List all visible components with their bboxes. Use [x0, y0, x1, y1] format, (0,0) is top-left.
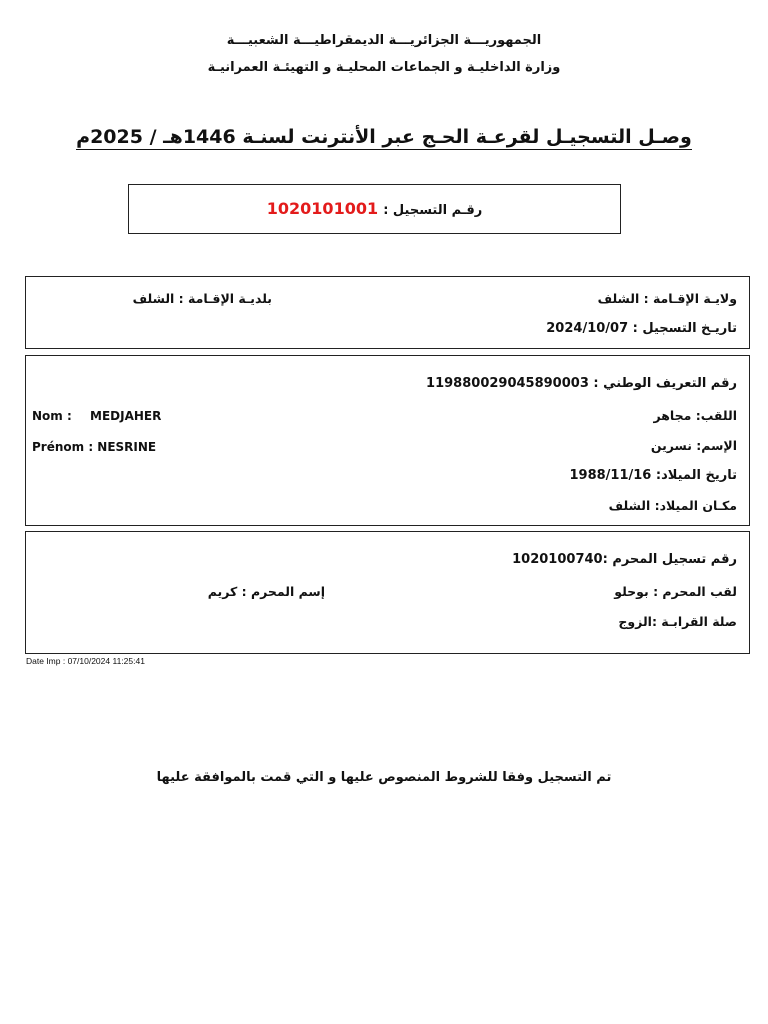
print-date: Date Imp : 07/10/2024 11:25:41 — [26, 656, 145, 666]
personal-info-box — [25, 355, 750, 526]
residence-box — [25, 276, 750, 349]
registration-line — [129, 199, 620, 218]
registration-date-field: تاريـخ التسجيل : 2024/10/07 — [546, 321, 737, 336]
birth-date-field: تاريخ الميلاد: 1988/11/16 — [569, 468, 737, 483]
commune-field: بلديـة الإقـامة : الشلف — [132, 291, 272, 306]
footer-statement: تم التسجيل وفقا للشروط المنصوص عليها و التي قمت بالموافقة عليها — [156, 770, 612, 785]
birth-place-field: مكـان الميلاد: الشلف — [608, 498, 737, 513]
surname-ar-field: اللقب: مجاهر — [653, 408, 737, 423]
firstname-ar-field: الإسم: نسرين — [650, 438, 737, 453]
mahram-box — [25, 531, 750, 654]
registration-number: 1020101001 — [266, 199, 379, 218]
wilaya-field: ولايـة الإقـامة : الشلف — [597, 291, 737, 306]
mahram-registration-field: رقم تسجيل المحرم :1020100740 — [512, 552, 737, 567]
firstname-fr-field: Prénom : NESRINE — [32, 440, 157, 454]
surname-fr-value: MEDJAHER — [90, 409, 162, 423]
surname-fr-label: Nom : — [32, 409, 72, 423]
registration-label: رقـم التسجيل : — [383, 203, 483, 218]
header-line-1: الجمهوريـــة الجزائريـــة الديمقراطيـــة الشعبيـــة — [226, 33, 542, 48]
registration-box — [128, 184, 621, 234]
document-title: وصـل التسجيـل لقرعـة الحـج عبر الأنترنت لسنـة 1446هـ / 2025م — [76, 126, 692, 148]
mahram-surname-field: لقب المحرم : بوحلو — [614, 584, 737, 599]
mahram-relation-field: صلة القرابـة :الزوج — [618, 614, 737, 629]
header-line-2: وزارة الداخليـة و الجماعات المحليـة و التهيئـة العمرانيـة — [207, 60, 561, 75]
national-id-field: رقم التعريف الوطني : 119880029045890003 — [426, 376, 737, 391]
mahram-name-field: إسم المحرم : كريم — [207, 584, 325, 599]
document-title-wrap — [0, 126, 768, 150]
